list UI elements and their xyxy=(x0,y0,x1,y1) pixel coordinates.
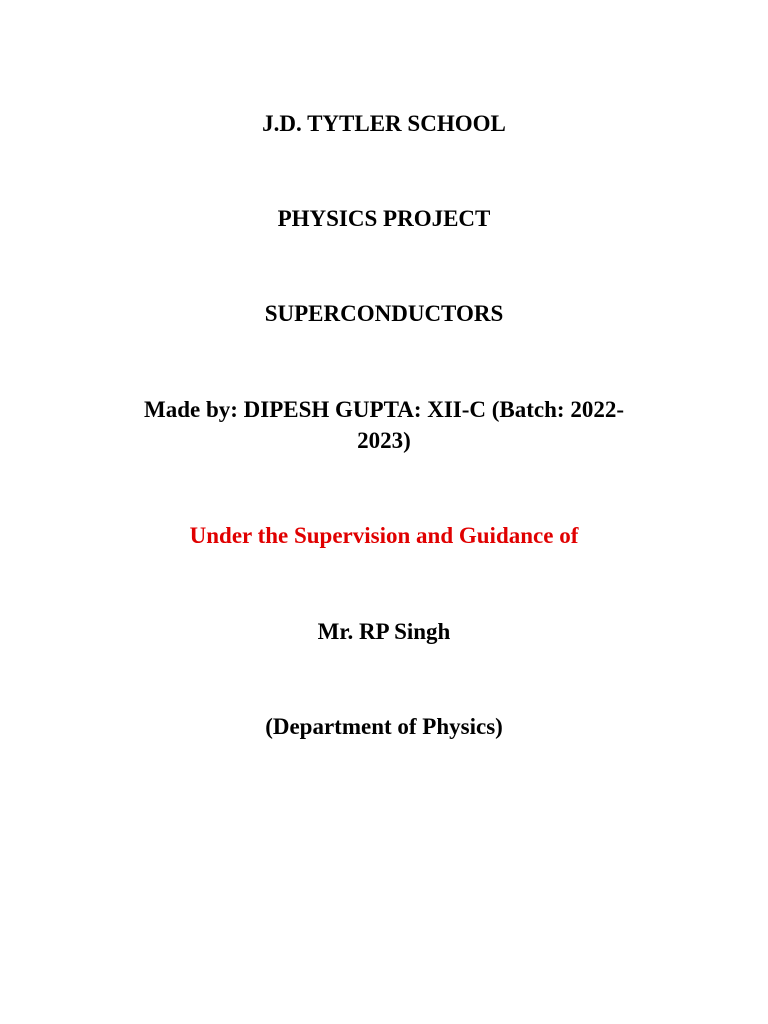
teacher-name: Mr. RP Singh xyxy=(317,619,451,644)
project-title: PHYSICS PROJECT xyxy=(277,206,491,231)
supervision-heading: Under the Supervision and Guidance of xyxy=(189,523,579,548)
made-by-line-1: Made by: DIPESH GUPTA: XII-C (Batch: 2022- xyxy=(143,397,624,422)
project-topic: SUPERCONDUCTORS xyxy=(264,301,504,326)
department-name: (Department of Physics) xyxy=(265,714,503,739)
school-name: J.D. TYTLER SCHOOL xyxy=(262,111,506,136)
made-by-line-2: 2023) xyxy=(357,428,411,453)
